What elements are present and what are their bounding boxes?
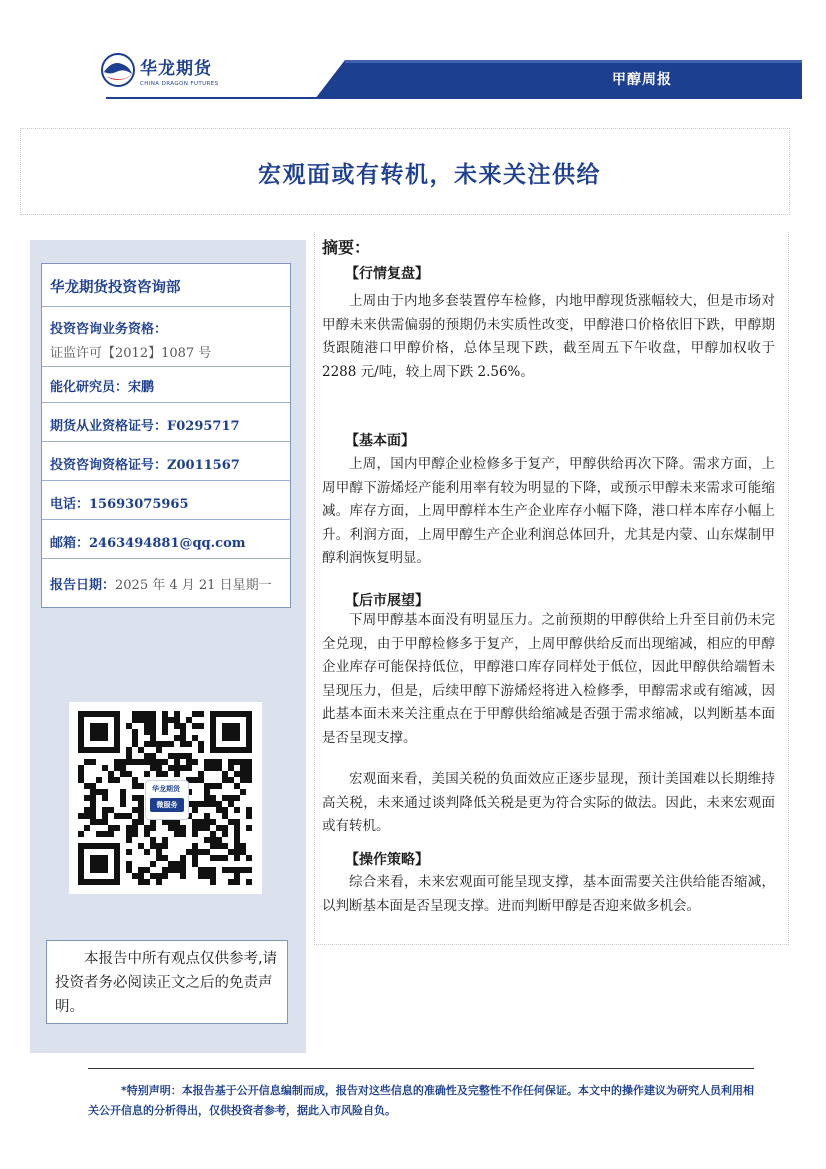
notice-box — [46, 940, 288, 1024]
report-date-label: 报告日期： — [50, 578, 116, 593]
phone-number: 电话：15693075965 — [50, 497, 189, 512]
researcher-name: 能化研究员：宋鹏 — [50, 380, 155, 395]
divider — [42, 441, 290, 442]
qualification-value: 证监许可【2012】1087 号 — [50, 346, 212, 361]
department-name: 华龙期货投资咨询部 — [50, 279, 181, 296]
dragon-logo-icon — [100, 52, 136, 88]
divider — [42, 519, 290, 520]
qualification-label: 投资咨询业务资格： — [50, 322, 168, 337]
section-title-outlook: 【后市展望】 — [345, 593, 429, 609]
report-date-value: 2025 年 4 月 21 日星期一 — [115, 578, 272, 593]
paragraph-market-review: 上周由于内地多套装置停车检修，内地甲醇现货涨幅较大，但是市场对甲醇未来供需偏弱的预期仍未实质性改变，甲醇港口价格依旧下跌，甲醇期货跟随港口甲醇价格，总体呈现下跌，截至周五下午收盘，甲醇加权收于 2288 元/吨，较上周下跌 2.56%。 — [322, 293, 775, 380]
paragraph-fundamentals: 上周，国内甲醇企业检修多于复产，甲醇供给再次下降。需求方面，上周甲醇下游烯烃产能利用率有较为明显的下降，或预示甲醇未来需求可能缩减。库存方面，上周甲醇样本生产企业库存小幅下降，港口样本库存小幅上升。利润方面，上周甲醇生产企业利润总体回升，尤其是内蒙、山东煤制甲醇利润恢复明显。 — [322, 456, 775, 566]
divider — [42, 306, 290, 307]
qr-center-badge — [145, 780, 189, 820]
logo-chinese-name: 华龙期货 — [140, 59, 212, 79]
paragraph-outlook: 下周甲醇基本面没有明显压力。之前预期的甲醇供给上升至目前仍未完全兑现，由于甲醇检修多于复产，上周甲醇供给反而出现缩减，相应的甲醇企业库存可能保持低位，甲醇港口库存同样处于低位，因此甲醇供给端暂未呈现压力，但是，后续甲醇下游烯烃将进入检修季，甲醇需求或有缩减，因此基本面未来关注重点在于甲醇供给缩减是否强于需求缩减，以判断基本面是否呈现支撑。 — [322, 612, 775, 746]
section-title-market-review: 【行情复盘】 — [345, 266, 429, 282]
footer-divider — [88, 1068, 754, 1069]
paragraph-macro: 宏观面来看，美国关税的负面效应正逐步显现，预计美国难以长期维持高关税，未来通过谈判降低关税是更为符合实际的做法。因此，未来宏观面或有转机。 — [322, 771, 775, 834]
header-band — [315, 60, 802, 99]
divider — [42, 480, 290, 481]
qr-code — [69, 702, 262, 894]
report-type-label: 甲醇周报 — [612, 72, 672, 88]
email-address: 邮箱：2463494881@qq.com — [50, 536, 246, 551]
section-title-strategy: 【操作策略】 — [345, 852, 429, 868]
qr-badge-subtitle: 微服务 — [150, 798, 184, 812]
futures-cert-number: 期货从业资格证号：F0295717 — [50, 419, 240, 434]
divider — [42, 558, 290, 559]
notice-text: 本报告中所有观点仅供参考,请投资者务必阅读正文之后的免责声明。 — [55, 951, 278, 1015]
paragraph-strategy: 综合来看，未来宏观面可能呈现支撑，基本面需要关注供给能否缩减，以判断基本面是否呈现支撑。进而判断甲醇是否迎来做多机会。 — [322, 874, 775, 914]
qr-badge-title: 华龙期货 — [152, 785, 180, 793]
summary-heading: 摘要： — [322, 238, 371, 257]
footer-disclaimer: *特别声明：本报告基于公开信息编制而成，报告对这些信息的准确性及完整性不作任何保证。本文中的操作建议为研究人员利用相关公开信息的分析得出，仅供投资者参考，据此入市风险自负。 — [88, 1084, 754, 1117]
page-title: 宏观面或有转机，未来关注供给 — [258, 162, 601, 188]
advisory-cert-number: 投资咨询资格证号：Z0011567 — [50, 458, 240, 473]
section-title-fundamentals: 【基本面】 — [345, 433, 415, 449]
company-logo — [100, 50, 240, 102]
divider — [42, 402, 290, 403]
analyst-info-card — [41, 263, 291, 608]
logo-english-name: CHINA DRAGON FUTURES — [140, 81, 219, 87]
divider — [42, 366, 290, 367]
